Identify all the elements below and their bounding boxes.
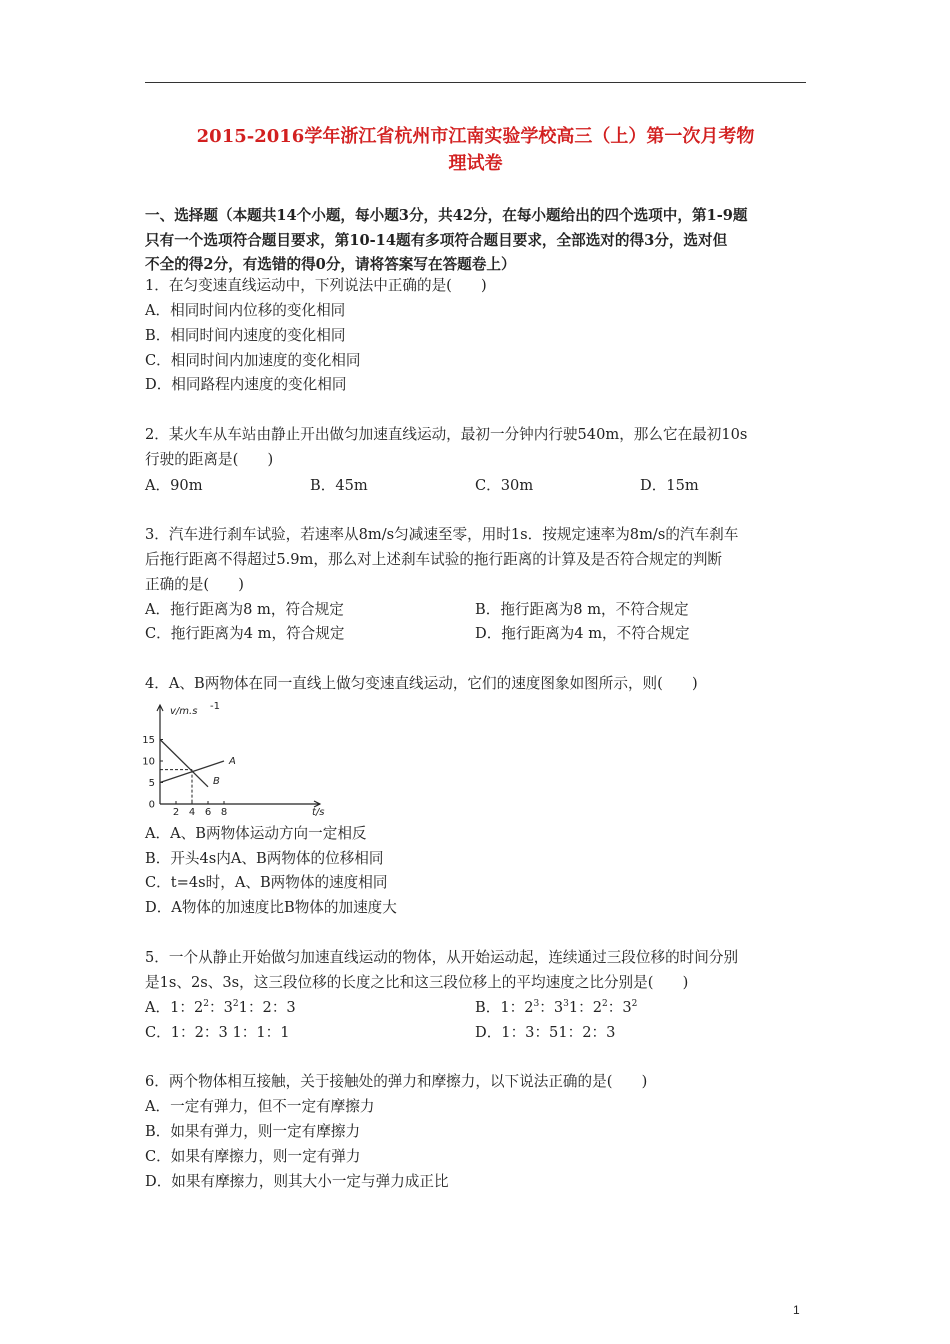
x-axis-label: t/s bbox=[312, 807, 325, 818]
q5-stem-line-2: 是1s、2s、3s，这三段位移的长度之比和这三段位移上的平均速度之比分别是( ) bbox=[145, 974, 689, 991]
section-line-2: 只有一个选项符合题目要求，第10-14题有多项符合题目要求，全部选对的得3分，选对但 bbox=[145, 231, 728, 249]
q1-stem: 1．在匀变速直线运动中，下列说法中正确的是( ) bbox=[145, 277, 487, 294]
q3-stem-line-1: 3．汽车进行刹车试验，若速率从8m/s匀减速至零，用时1s．按规定速率为8m/s的汽车刹车 bbox=[145, 526, 739, 543]
section-line-3: 不全的得2分，有选错的得0分，请将答案写在答题卷上） bbox=[145, 256, 516, 273]
section-instructions bbox=[145, 204, 813, 278]
graph-axes bbox=[157, 705, 320, 807]
q3-stem-line-2: 后拖行距离不得超过5.9m，那么对上述刹车试验的拖行距离的计算及是否符合规定的判断 bbox=[145, 551, 723, 568]
q5-option-c: C．1：2：3 1：1：1 bbox=[145, 1024, 290, 1041]
q3-option-d: D．拖行距离为4 m，不符合规定 bbox=[475, 625, 690, 642]
q4-option-a: A．A、B两物体运动方向一定相反 bbox=[145, 825, 367, 842]
q3-option-a: A．拖行距离为8 m，符合规定 bbox=[145, 601, 344, 618]
q6-option-b: B．如果有弹力，则一定有摩擦力 bbox=[145, 1123, 361, 1140]
title-line-1: 2015-2016学年浙江省杭州市江南实验学校高三（上）第一次月考物 bbox=[196, 126, 755, 147]
q6-option-c: C．如果有摩擦力，则一定有弹力 bbox=[145, 1148, 361, 1165]
title-line-2: 理试卷 bbox=[448, 153, 503, 174]
x-tick-label: 8 bbox=[220, 807, 228, 818]
header-rule bbox=[145, 82, 806, 83]
q2-stem-line-2: 行驶的距离是( ) bbox=[145, 451, 274, 468]
section-line-1: 一、选择题（本题共14个小题，每小题3分，共42分，在每小题给出的四个选项中，第1-9题 bbox=[145, 207, 748, 224]
q2-option-d: D．15m bbox=[640, 477, 699, 494]
q2-option-c: C．30m bbox=[475, 477, 534, 494]
q4-stem: 4．A、B两物体在同一直线上做匀变速直线运动，它们的速度图象如图所示，则( ) bbox=[145, 675, 698, 692]
q4-option-c: C．t=4s时，A、B两物体的速度相同 bbox=[145, 874, 388, 891]
x-tick-label: 4 bbox=[188, 807, 196, 818]
q2-stem-line-1: 2．某火车从车站由静止开出做匀加速直线运动，最初一分钟内行驶540m，那么它在最初10s bbox=[145, 426, 748, 443]
q6-option-a: A．一定有弹力，但不一定有摩擦力 bbox=[145, 1098, 375, 1115]
q5-stem-line-1: 5．一个从静止开始做匀加速直线运动的物体，从开始运动起，连续通过三段位移的时间分别 bbox=[145, 949, 739, 966]
q5-option-d: D．1：3：51：2：3 bbox=[475, 1024, 616, 1041]
series-label-a: A bbox=[229, 756, 236, 767]
x-tick-label: 6 bbox=[204, 807, 212, 818]
y-tick-label: 0 bbox=[148, 799, 155, 811]
q2-option-a: A．90m bbox=[145, 477, 203, 494]
graph-labels bbox=[142, 701, 324, 818]
q6-option-d: D．如果有摩擦力，则其大小一定与弹力成正比 bbox=[145, 1173, 449, 1190]
q4-option-d: D．A物体的加速度比B物体的加速度大 bbox=[145, 899, 397, 916]
velocity-time-graph bbox=[142, 700, 342, 824]
y-axis-label-exponent: -1 bbox=[210, 701, 220, 712]
q2-option-b: B．45m bbox=[310, 477, 368, 494]
y-tick-label: 5 bbox=[148, 778, 155, 789]
y-tick-label: 15 bbox=[142, 735, 155, 746]
q5-option-a: A．1：$2^2$：$3^21$：2：3 bbox=[145, 999, 296, 1016]
q1-option-b: B．相同时间内速度的变化相同 bbox=[145, 327, 346, 344]
q6-stem: 6．两个物体相互接触，关于接触处的弹力和摩擦力，以下说法正确的是( ) bbox=[145, 1073, 648, 1090]
y-axis-label: v/m.s bbox=[170, 706, 198, 717]
q1-option-a: A．相同时间内位移的变化相同 bbox=[145, 302, 346, 319]
q4-option-b: B．开头4s内A、B两物体的位移相同 bbox=[145, 850, 384, 867]
page-number: 1 bbox=[793, 1303, 800, 1317]
q1-option-d: D．相同路程内速度的变化相同 bbox=[145, 376, 347, 393]
q3-option-c: C．拖行距离为4 m，符合规定 bbox=[145, 625, 345, 642]
series-label-b: B bbox=[213, 775, 220, 787]
y-tick-label: 10 bbox=[142, 756, 155, 768]
q5-option-b: B．1：$2^3$：$3^31$：$2^2$：$3^2$ bbox=[475, 999, 638, 1016]
q3-stem-line-3: 正确的是( ) bbox=[145, 576, 244, 593]
graph-guides bbox=[160, 770, 192, 804]
exam-title bbox=[145, 123, 806, 177]
x-tick-label: 2 bbox=[172, 807, 180, 818]
q1-option-c: C．相同时间内加速度的变化相同 bbox=[145, 352, 361, 369]
q3-option-b: B．拖行距离为8 m，不符合规定 bbox=[475, 601, 689, 618]
